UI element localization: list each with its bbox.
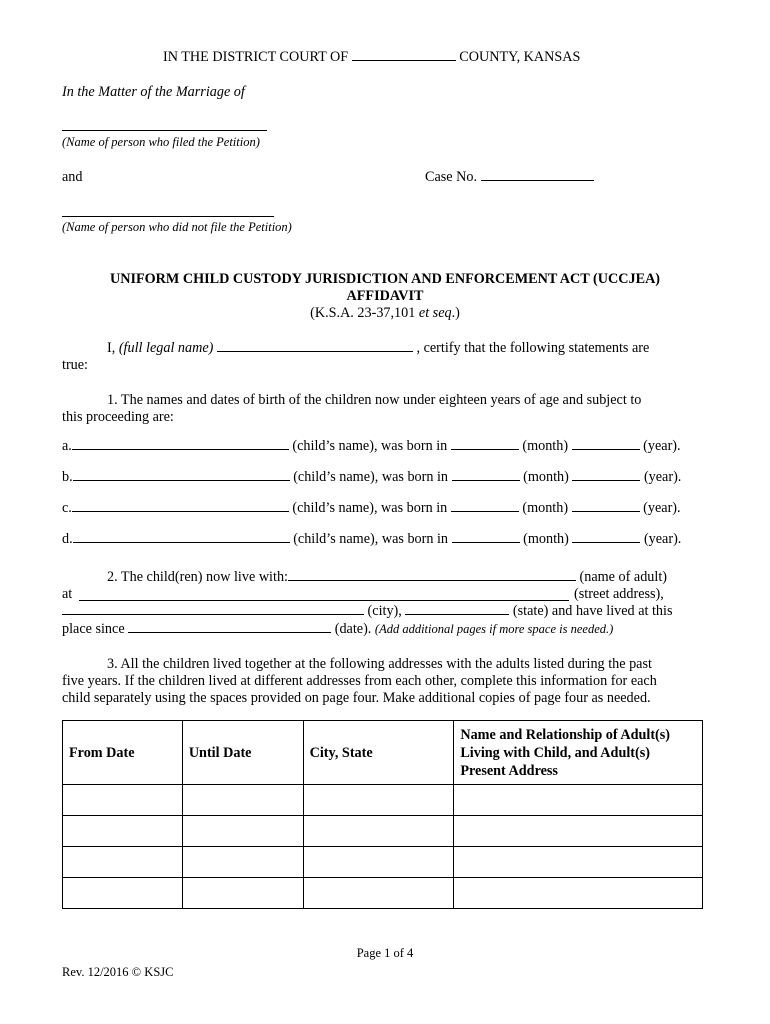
statute-italic: et seq [418,305,452,321]
county-blank[interactable] [352,60,456,61]
until-date-cell[interactable] [182,878,303,909]
birth-month-blank[interactable] [452,542,520,543]
city-label: (city), [367,603,402,619]
year-label: (year). [643,500,681,516]
adult-label: (name of adult) [579,569,667,585]
birth-year-blank[interactable] [572,511,640,512]
section1-line1: 1. The names and dates of birth of the children now under eighteen years of age and subject to [107,392,642,408]
header-until-date: Until Date [182,721,303,785]
child-name-label: (child’s name), was born in [292,500,448,516]
adults-cell[interactable] [454,847,703,878]
child-name-label: (child’s name), was born in [293,469,449,485]
court-header [163,50,580,64]
child-name-label: (child’s name), was born in [293,531,449,547]
case-no [425,170,594,184]
place-since: place since [62,621,125,637]
street-address-blank[interactable] [79,600,569,601]
child-name-blank[interactable] [72,449,289,450]
statute-prefix: (K.S.A. 23-37,101 [310,305,419,321]
month-label: (month) [522,438,569,454]
from-date-cell[interactable] [63,847,183,878]
birth-year-blank[interactable] [572,449,640,450]
adults-cell[interactable] [454,816,703,847]
city-state-cell[interactable] [303,847,454,878]
year-label: (year). [643,469,682,485]
revision-note: Rev. 12/2016 © KSJC [62,965,174,979]
child-row-letter: a. [62,438,72,454]
section1-line2: this proceeding are: [62,409,174,425]
city-blank[interactable] [62,614,364,615]
matter-title: In the Matter of the Marriage of [62,84,245,100]
full-name-label: (full legal name) [118,340,214,356]
child-name-label: (child’s name), was born in [292,438,448,454]
residence-history-table [62,720,703,909]
from-date-cell[interactable] [63,878,183,909]
full-legal-name-blank[interactable] [217,351,413,352]
from-date-cell[interactable] [63,816,183,847]
adults-cell[interactable] [454,785,703,816]
petitioner-name-line[interactable] [62,130,267,131]
child-row-d [62,532,681,546]
page-number: Page 1 of 4 [356,946,414,960]
section2-line3 [62,604,672,618]
month-label: (month) [522,500,569,516]
form-title-line2: AFFIDAVIT [346,288,424,304]
adults-cell[interactable] [454,878,703,909]
section2-line1 [107,570,667,584]
and-label: and [62,169,83,185]
child-name-blank[interactable] [73,542,290,543]
certify-prefix: I, [107,340,116,356]
year-label: (year). [643,531,682,547]
respondent-name-line[interactable] [62,216,274,217]
statute-suffix: .) [451,305,460,321]
birth-month-blank[interactable] [451,449,519,450]
section2-line2 [62,587,72,601]
since-date-blank[interactable] [128,632,331,633]
city-state-cell[interactable] [303,878,454,909]
court-suffix: COUNTY, KANSAS [459,49,581,65]
section3-line3: child separately using the spaces provided on page four. Make additional copies of page four as needed. [62,690,651,706]
table-row [63,785,703,816]
child-row-letter: c. [62,500,72,516]
adult-name-blank[interactable] [288,580,576,581]
header-adults [454,721,703,785]
respondent-caption: (Name of person who did not file the Petition) [62,220,292,234]
street-label: (street address), [574,586,664,602]
state-blank[interactable] [405,614,509,615]
section3-line2: five years. If the children lived at different addresses from each other, complete this information for each [62,673,657,689]
case-no-label: Case No. [425,169,478,185]
birth-month-blank[interactable] [451,511,519,512]
statute-citation [0,306,770,320]
table-header-row [63,721,703,785]
child-row-a [62,439,681,453]
section2-line4 [62,622,613,636]
header-adults-line3: Present Address [460,762,558,779]
table-row [63,816,703,847]
header-adults-line2: Living with Child, and Adult(s) [460,744,650,761]
year-label: (year). [643,438,681,454]
certify-line1 [107,341,649,355]
birth-month-blank[interactable] [452,480,520,481]
child-name-blank[interactable] [73,480,290,481]
section2-lead: 2. The child(ren) now live with: [107,569,288,585]
from-date-cell[interactable] [63,785,183,816]
header-from-date: From Date [63,721,183,785]
child-row-b [62,470,681,484]
child-row-c [62,501,681,515]
city-state-cell[interactable] [303,816,454,847]
birth-year-blank[interactable] [572,542,640,543]
section3-line1: 3. All the children lived together at the following addresses with the adults listed during the past [107,656,652,672]
header-city-state: City, State [303,721,454,785]
section2-note: (Add additional pages if more space is needed.) [374,622,614,636]
birth-year-blank[interactable] [572,480,640,481]
until-date-cell[interactable] [182,816,303,847]
state-label: (state) and have lived at this [512,603,673,619]
child-name-blank[interactable] [72,511,289,512]
header-adults-line1: Name and Relationship of Adult(s) [460,726,671,743]
child-row-letter: b. [62,469,73,485]
month-label: (month) [523,469,569,485]
until-date-cell[interactable] [182,847,303,878]
certify-line2: true: [62,357,88,373]
case-no-blank[interactable] [481,180,594,181]
until-date-cell[interactable] [182,785,303,816]
table-row [63,847,703,878]
form-title-line1: UNIFORM CHILD CUSTODY JURISDICTION AND ENFORCEMENT ACT (UCCJEA) [109,271,661,287]
court-prefix: IN THE DISTRICT COURT OF [163,49,349,65]
certify-suffix: , certify that the following statements are [416,340,650,356]
city-state-cell[interactable] [303,785,454,816]
date-label: (date). [334,621,372,637]
table-row [63,878,703,909]
petitioner-caption: (Name of person who filed the Petition) [62,135,260,149]
at-label: at [62,586,73,602]
child-row-letter: d. [62,531,73,547]
month-label: (month) [523,531,569,547]
